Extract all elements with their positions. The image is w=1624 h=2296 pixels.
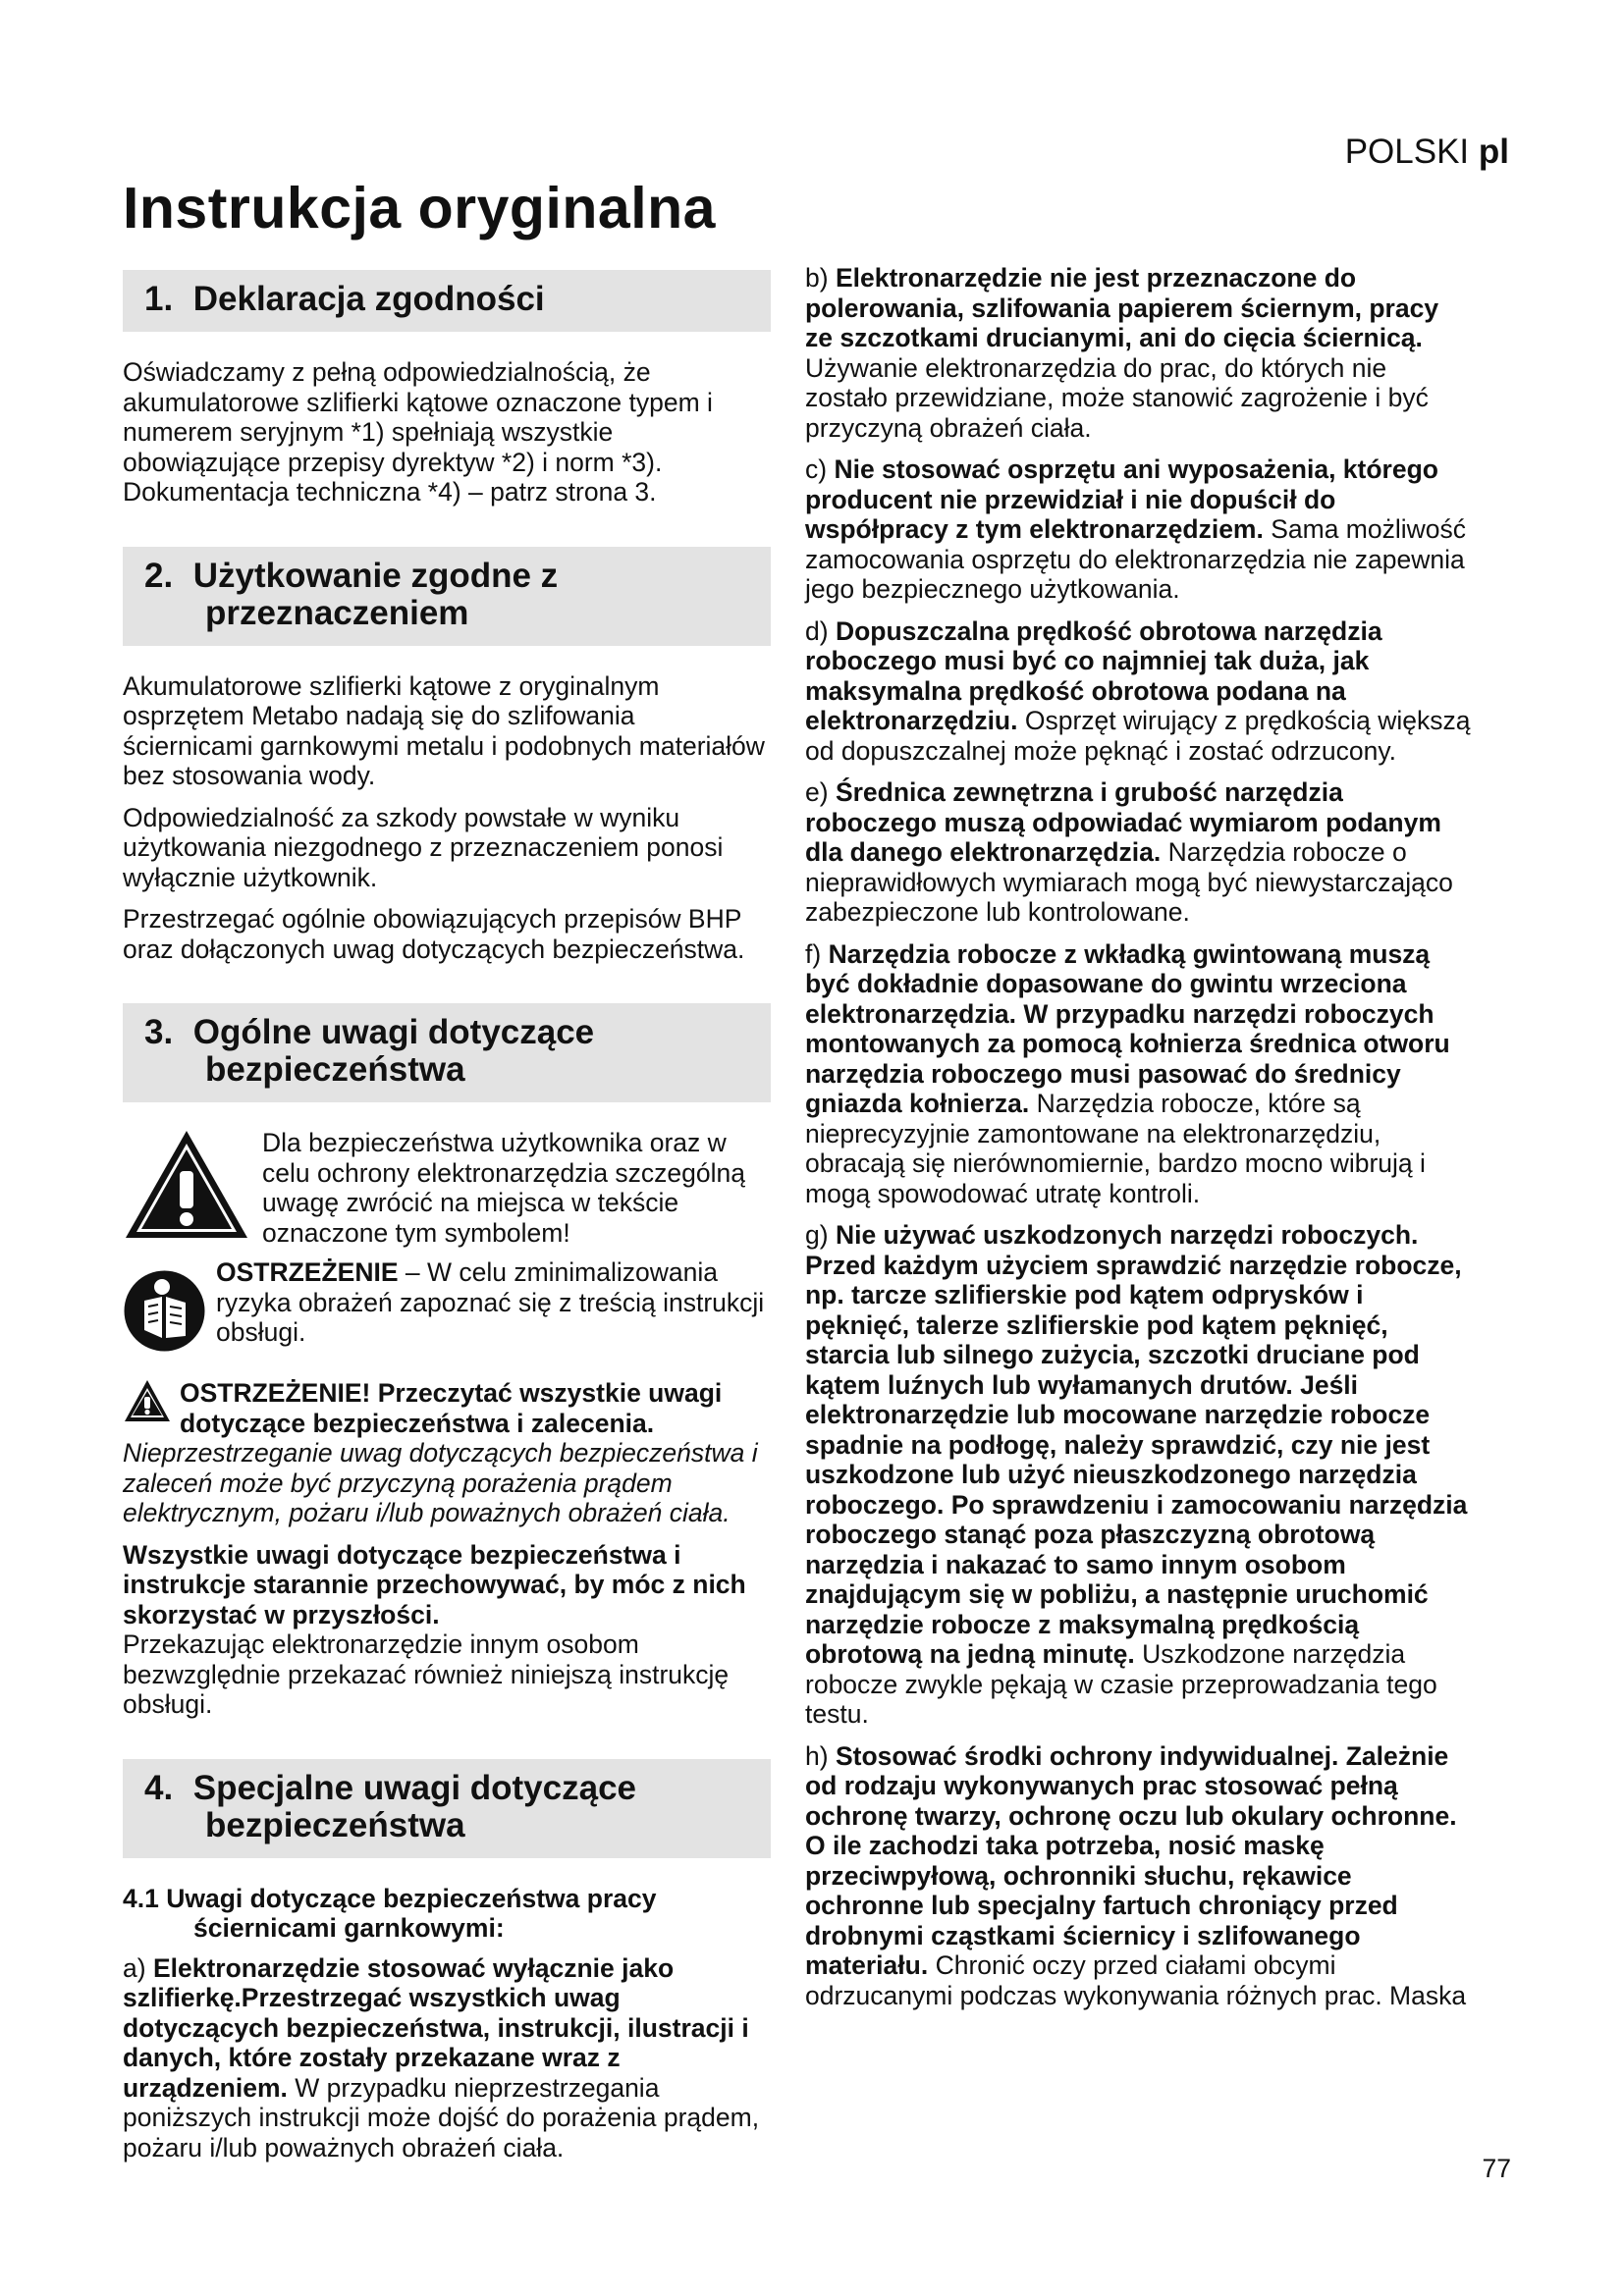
warning-triangle-icon (123, 1378, 172, 1423)
left-column (123, 270, 771, 2174)
right-column (805, 263, 1473, 2022)
section-heading-1: 1. Deklaracja zgodności (123, 270, 771, 332)
section-heading-2: 2. Użytkowanie zgodne z przeznaczeniem (123, 547, 771, 646)
instruction-item-g: g) Nie używać uszkodzonych narzędzi roboczych. Przed każdym użyciem sprawdzić narzędzie robocze, np. tarcze szlifierskie pod kątem odprysków i pęknięć, talerze szlifierskie pod kątem pęknięć, starcia lub silnego zużycia, szczotki druciane pod kątem luźnych lub wyłamanych drutów. Jeśli elektronarzędzie lub mocowane narzędzie robocze spadnie na podłogę, należy sprawdzić, czy nie jest uszkodzone lub użyć nieuszkodzonego narzędzia roboczego. Po sprawdzeniu i zamocowaniu narzędzia roboczego stanąć poza płaszczyzną obrotową narzędzia i nakazać to samo innym osobom znajdującym się w pobliżu, a następnie uruchomić narzędzie robocze z maksymalną prędkością obrotową na jedną minutę. Uszkodzone narzędzia robocze zwykle pękają w czasie przeprowadzania tego testu. (805, 1220, 1468, 1729)
instruction-item-e: e) Średnica zewnętrzna i grubość narzędzia roboczego muszą odpowiadać wymiarom podanym dla danego elektronarzędzia. Narzędzia robocze o nieprawidłowych wymiarach mogą być niewystarczająco zabezpieczone lub kontrolowane. (805, 777, 1453, 927)
read-manual-icon (123, 1269, 206, 1353)
section-heading-3: 3. Ogólne uwagi dotyczące bezpieczeństwa (123, 1003, 771, 1102)
instruction-item-a: a) Elektronarzędzie stosować wyłącznie jako szlifierkę.Przestrzegać wszystkich uwag dotyczących bezpieczeństwa, instrukcji, ilustracji i danych, które zostały przekazane wraz z urządzeniem. W przypadku nieprzestrzegania poniższych instrukcji może dojść do porażenia prądem, pożaru i/lub poważnych obrażeń ciała. (123, 1952, 760, 2163)
page-title: Instrukcja oryginalna (123, 176, 716, 240)
page-number: 77 (1482, 2154, 1511, 2183)
general-warning: OSTRZEŻENIE! Przeczytać wszystkie uwagi dotyczące bezpieczeństwa i zalecenia. Nieprzestrzeganie uwag dotyczących bezpieczeństwa i zaleceń może być przyczyną porażenia prądem elektrycznym, pożaru i/lub poważnych obrażeń ciała. (123, 1378, 758, 1527)
read-manual-block (123, 1257, 771, 1353)
safety-symbol-text: Dla bezpieczeństwa użytkownika oraz w celu ochrony elektronarzędzia szczególną uwagę zwrócić na miejsca w tekście oznaczone tym symbolem! (262, 1128, 745, 1248)
section-2-paragraph: Odpowiedzialność za szkody powstałe w wyniku użytkowania niezgodnego z przeznaczeniem ponosi wyłącznie użytkownik. (123, 802, 724, 892)
instruction-item-h: h) Stosować środki ochrony indywidualnej. Zależnie od rodzaju wykonywanych prac stosować pełną ochronę twarzy, ochronę oczu lub okulary ochronne. O ile zachodzi taka potrzeba, nosić maskę przeciwpyłową, ochronniki słuchu, rękawice ochronne lub specjalny fartuch chroniący przed drobnymi cząstkami ściernicy i szlifowanego materiału. Chronić oczy przed ciałami obcymi odrzucanymi podczas wykonywania różnych prac. Maska (805, 1740, 1467, 2010)
read-manual-text: OSTRZEŻENIE – W celu zminimalizowania ryzyka obrażeń zapoznać się z treścią instrukcji obsługi. (216, 1257, 765, 1347)
instruction-item-b: b) Elektronarzędzie nie jest przeznaczone do polerowania, szlifowania papierem ściernym, pracy ze szczotkami drucianymi, ani do cięcia ściernicą. Używanie elektronarzędzia do prac, do których nie zostało przewidziane, może stanowić zagrożenie i być przyczyną obrażeń ciała. (805, 263, 1439, 443)
language-label: POLSKI pl (1344, 133, 1509, 171)
instruction-item-f: f) Narzędzia robocze z wkładką gwintowaną muszą być dokładnie dopasowane do gwintu wrzeciona elektronarzędzia. W przypadku narzędzi roboczych montowanych za pomocą kołnierza średnica otworu narzędzia roboczego musi pasować do średnicy gniazda kołnierza. Narzędzia robocze, które są nieprecyzyjnie zamontowane na elektronarzędziu, obracają się nierównomiernie, bardzo mocno wibrują i mogą spowodować utratę kontroli. (805, 938, 1450, 1208)
section-2-paragraph: Przestrzegać ogólnie obowiązujących przepisów BHP oraz dołączonych uwag dotyczących bezpieczeństwa. (123, 904, 745, 964)
warning-triangle-icon (123, 1128, 250, 1241)
safety-symbol-block (123, 1128, 771, 1248)
subsection-heading-4-1: 4.1 Uwagi dotyczące bezpieczeństwa pracy ściernicami garnkowymi: (123, 1883, 657, 1943)
section-2-paragraph: Akumulatorowe szlifierki kątowe z oryginalnym osprzętem Metabo nadają się do szlifowania ściernicami garnkowymi metalu i podobnych materiałów bez stosowania wody. (123, 670, 765, 790)
hand-over-instructions: Przekazując elektronarzędzie innym osobom bezwzględnie przekazać również niniejszą instrukcję obsługi. (123, 1629, 730, 1719)
instruction-item-d: d) Dopuszczalna prędkość obrotowa narzędzia roboczego musi być co najmniej tak duża, jak maksymalna prędkość obrotowa podana na elektronarzędziu. Osprzęt wirujący z prędkością większą od dopuszczalnej może pęknąć i zostać odrzucony. (805, 615, 1471, 766)
section-1-text: Oświadczamy z pełną odpowiedzialnością, że akumulatorowe szlifierki kątowe oznaczone typem i numerem seryjnym *1) spełniają wszystkie obowiązujące przepisy dyrektyw *2) i norm *3). Dokumentacja techniczna *4) – patrz strona 3. (123, 357, 713, 507)
instruction-item-c: c) Nie stosować osprzętu ani wyposażenia, którego producent nie przewidział i nie dopuścił do współpracy z tym elektronarzędziem. Sama możliwość zamocowania osprzętu do elektronarzędzia nie zapewnia jego bezpiecznego użytkowania. (805, 454, 1467, 604)
section-heading-4: 4. Specjalne uwagi dotyczące bezpieczeństwa (123, 1759, 771, 1858)
keep-instructions: Wszystkie uwagi dotyczące bezpieczeństwa i instrukcje starannie przechowywać, by móc z nich skorzystać w przyszłości. (123, 1539, 746, 1629)
